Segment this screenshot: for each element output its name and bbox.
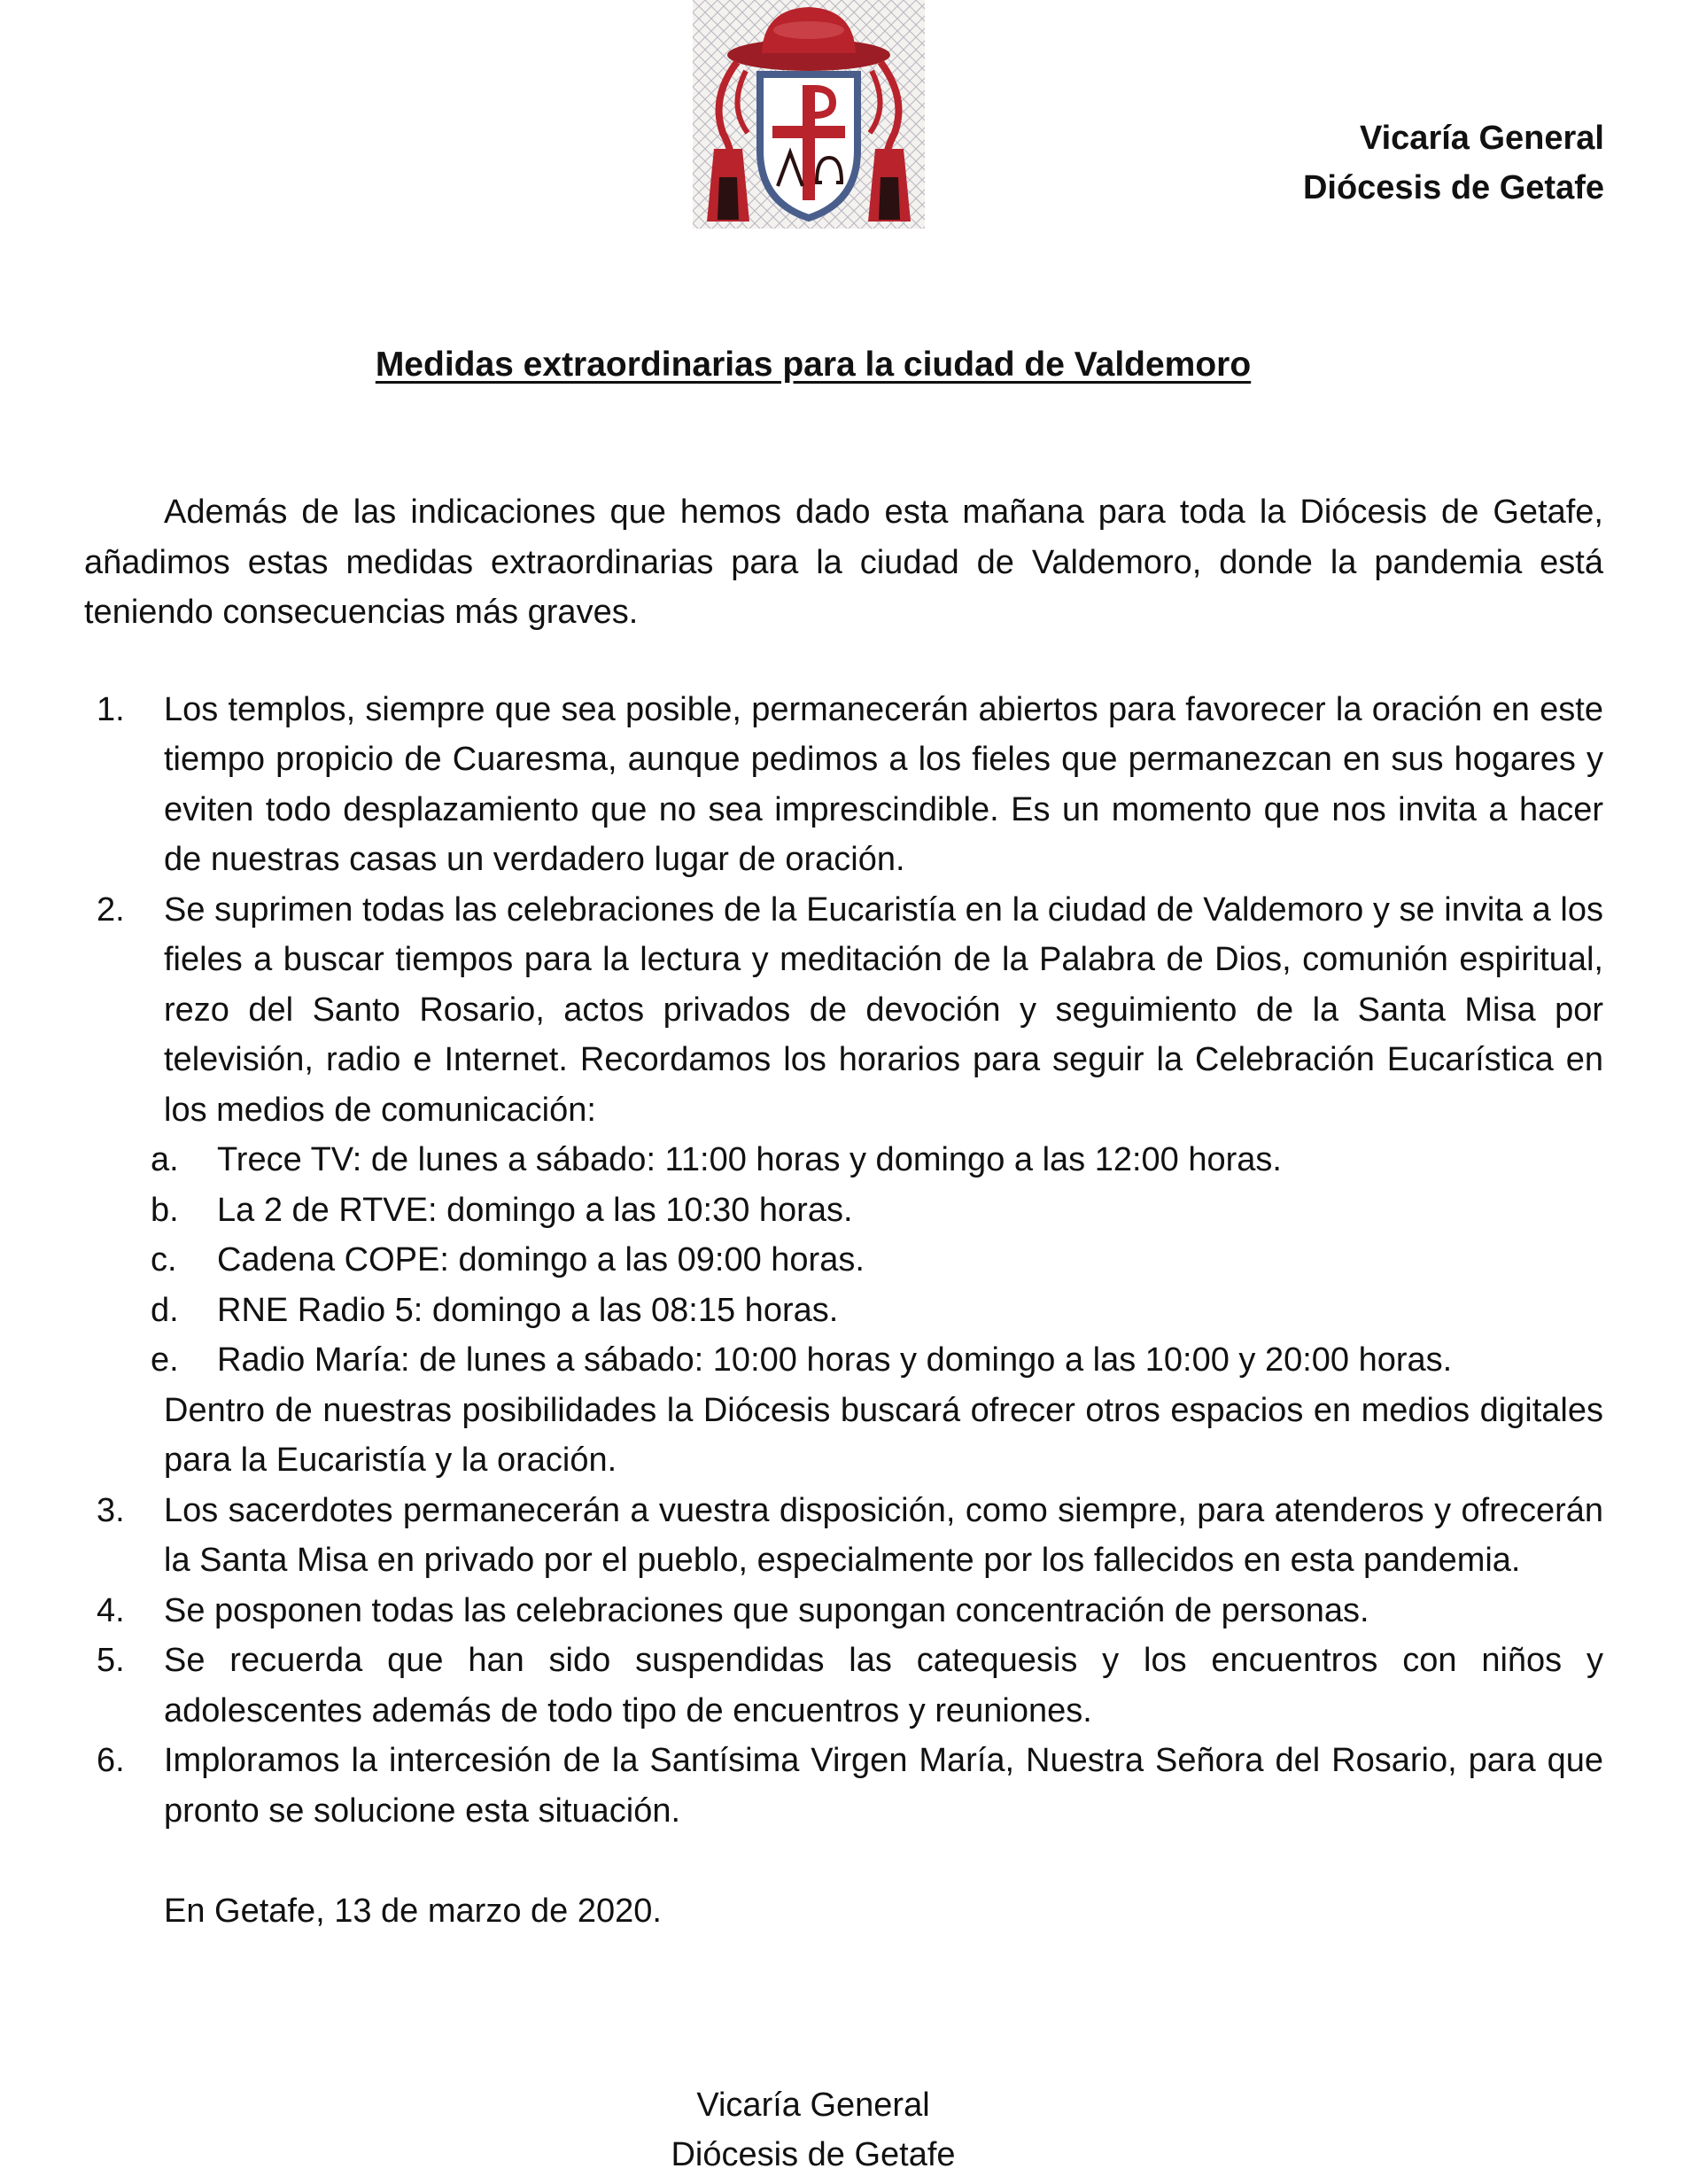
sublist-item xyxy=(84,1335,1603,1386)
sublist-item xyxy=(84,1135,1603,1185)
list-item-continuation xyxy=(84,1386,1603,1486)
list-item-number: 2. xyxy=(97,890,125,929)
header-org-line1: Vicaría General xyxy=(1359,120,1604,157)
signature-line2: Diócesis de Getafe xyxy=(671,2136,956,2173)
sublist-item-letter: c. xyxy=(151,1241,177,1279)
list-item-number: 6. xyxy=(97,1742,125,1779)
list-item-text: Los templos, siempre que sea posible, permanecerán abiertos para favorecer la oración en este tiempo propicio de Cuaresma, aunque pedimos a los fieles que permanezcan en sus hogares y eviten todo desplazamiento que no sea imprescindible. Es un momento que nos invita a hacer de nuestras casas un verdadero lugar de oración. xyxy=(164,690,1603,878)
coat-of-arms-icon xyxy=(693,0,925,229)
list-item xyxy=(84,1636,1603,1736)
list-item xyxy=(84,885,1603,1136)
sublist-item-letter: e. xyxy=(151,1341,179,1379)
list-item-text: Se recuerda que han sido suspendidas las catequesis y los encuentros con niños y adolescentes además de todo tipo de encuentros y reuniones. xyxy=(164,1642,1603,1729)
list-item xyxy=(84,1486,1603,1586)
sublist-item-text: Trece TV: de lunes a sábado: 11:00 horas y domingo a las 12:00 horas. xyxy=(217,1141,1282,1178)
broadcast-schedule-list xyxy=(84,1135,1603,1386)
signature-line1: Vicaría General xyxy=(696,2087,930,2124)
header-organization xyxy=(1303,113,1604,213)
sublist-item-letter: a. xyxy=(151,1141,179,1178)
measures-list xyxy=(84,685,1603,1837)
sublist-item-text: La 2 de RTVE: domingo a las 10:30 horas. xyxy=(217,1191,853,1229)
list-item xyxy=(84,1586,1603,1636)
sublist-item xyxy=(84,1185,1603,1236)
list-item-number: 4. xyxy=(97,1591,125,1629)
list-item-text: Se posponen todas las celebraciones que supongan concentración de personas. xyxy=(164,1591,1369,1629)
sublist-item-letter: d. xyxy=(151,1291,179,1329)
list-item xyxy=(84,685,1603,885)
document-body xyxy=(84,487,1603,1937)
list-item-text: Imploramos la intercesión de la Santísima Virgen María, Nuestra Señora del Rosario, para que pronto se solucione esta situación. xyxy=(164,1742,1603,1830)
dateline: En Getafe, 13 de marzo de 2020. xyxy=(164,1893,662,1930)
list-item-text: Los sacerdotes permanecerán a vuestra disposición, como siempre, para atenderos y ofrecerán la Santa Misa en privado por el pueblo, especialmente por los fallecidos en esta pandemia. xyxy=(164,1491,1603,1579)
sublist-item-letter: b. xyxy=(151,1191,179,1229)
sublist-item xyxy=(84,1235,1603,1286)
sublist-item-text: Cadena COPE: domingo a las 09:00 horas. xyxy=(217,1241,865,1279)
sublist-item-text: Radio María: de lunes a sábado: 10:00 horas y domingo a las 10:00 y 20:00 horas. xyxy=(217,1341,1453,1379)
list-item-number: 1. xyxy=(97,690,125,728)
list-item xyxy=(84,1736,1603,1836)
signature-block xyxy=(0,2080,1626,2180)
sublist-item-text: RNE Radio 5: domingo a las 08:15 horas. xyxy=(217,1291,839,1329)
sublist-item xyxy=(84,1286,1603,1336)
list-item-text: Se suprimen todas las celebraciones de la Eucaristía en la ciudad de Valdemoro y se invita a los fieles a buscar tiempos para la lectura y meditación de la Palabra de Dios, comunión espiritual, rezo del Santo Rosario, actos privados de devoción y seguimiento de la Santa Misa por televisión, radio e Internet. Recordamos los horarios para seguir la Celebración Eucarística en los medios de comunicación: xyxy=(164,890,1603,1129)
document-title-text: Medidas extraordinarias para la ciudad de Valdemoro xyxy=(375,346,1252,384)
list-item-after-text: Dentro de nuestras posibilidades la Diócesis buscará ofrecer otros espacios en medios digitales para la Eucaristía y la oración. xyxy=(164,1391,1603,1479)
header-org-line2: Diócesis de Getafe xyxy=(1302,169,1604,206)
intro-paragraph: Además de las indicaciones que hemos dado esta mañana para toda la Diócesis de Getafe, añadimos estas medidas extraordinarias para la ciudad de Valdemoro, donde la pandemia está teniendo consecuencias más graves. xyxy=(84,494,1603,631)
list-item-number: 3. xyxy=(97,1491,125,1529)
list-item-number: 5. xyxy=(97,1642,125,1679)
document-title xyxy=(0,340,1626,390)
